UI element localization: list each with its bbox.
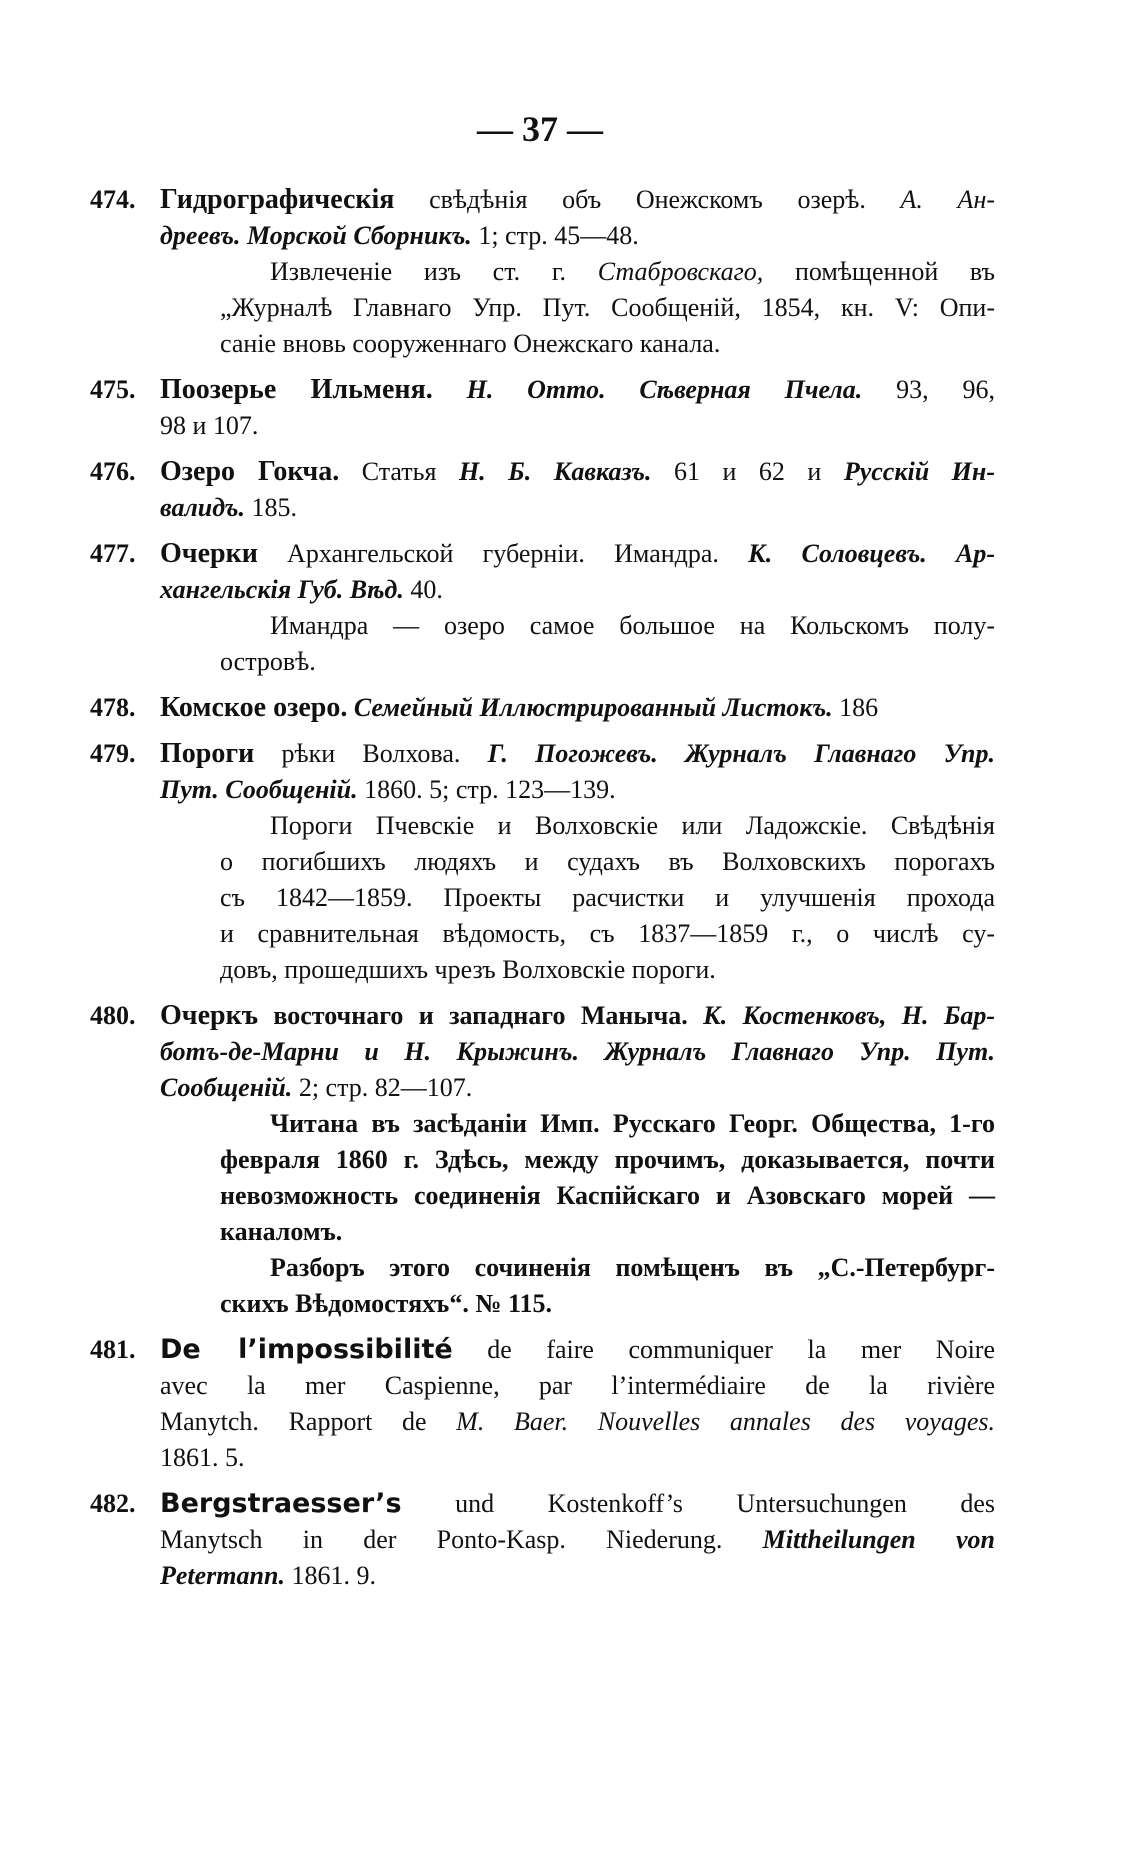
entry-note: и сравнительная вѣдомость, съ 1837—1859 г., о числѣ су- bbox=[220, 919, 995, 948]
entry-line bbox=[90, 1070, 995, 1106]
entry-text: восточнаго и западнаго Маныча. bbox=[258, 1001, 704, 1030]
entry-text: 40. bbox=[403, 575, 443, 604]
entry-source: M. Baer. Nouvelles annales des voyages. bbox=[456, 1407, 995, 1436]
entry-source: К. Костенковъ, Н. Бар- bbox=[703, 1001, 995, 1030]
entry-source: хангельскія Губ. Вѣд. bbox=[160, 575, 404, 604]
entry-note: довъ, прошедшихъ чрезъ Волховскіе пороги. bbox=[220, 955, 716, 984]
entry-480 bbox=[90, 998, 995, 1322]
entry-title: Озеро Гокча. bbox=[160, 456, 340, 487]
entry-text: de faire communiquer la mer Noire bbox=[452, 1335, 995, 1364]
entry-line bbox=[90, 1486, 995, 1522]
entry-text: Manytsch in der Ponto-Kasp. Niederung. bbox=[160, 1525, 763, 1554]
entry-source: валидъ. bbox=[160, 493, 245, 522]
entry-note bbox=[90, 254, 995, 290]
entry-source: Русскій Ин- bbox=[843, 457, 995, 486]
entry-477 bbox=[90, 536, 995, 680]
entry-line bbox=[90, 1332, 995, 1368]
entry-482 bbox=[90, 1486, 995, 1594]
entry-text: 93, 96, bbox=[862, 375, 996, 404]
entry-source: Mittheilungen von bbox=[762, 1525, 995, 1554]
entry-475 bbox=[90, 372, 995, 444]
entry-text: 61 и 62 и bbox=[651, 457, 844, 486]
entry-note: саніе вновь сооруженнаго Онежскаго канала. bbox=[220, 329, 721, 358]
entry-title: Bergstraesser’s bbox=[160, 1488, 402, 1519]
entry-line bbox=[90, 372, 995, 408]
entry-source: Пут. Сообщеній. bbox=[160, 775, 358, 804]
entry-note: каналомъ. bbox=[220, 1217, 343, 1246]
entry-line bbox=[90, 772, 995, 808]
entry-line bbox=[90, 1404, 995, 1440]
entry-474 bbox=[90, 182, 995, 362]
entry-title: Очеркъ bbox=[160, 1000, 259, 1031]
entry-title: Комское озеро. bbox=[160, 692, 348, 723]
entry-note: Имандра — озеро самое большое на Кольскомъ полу- bbox=[270, 611, 995, 640]
entry-text: Архангельской губерніи. Имандра. bbox=[257, 539, 749, 568]
entry-text: Статья bbox=[339, 457, 459, 486]
entry-line: 98 и 107. bbox=[160, 411, 259, 440]
entry-481 bbox=[90, 1332, 995, 1476]
entry-line bbox=[90, 1034, 995, 1070]
note-author: Стабровскаго, bbox=[597, 257, 764, 286]
entry-line bbox=[90, 1522, 995, 1558]
entry-number: 476. bbox=[90, 457, 136, 486]
entry-479 bbox=[90, 736, 995, 988]
page-number: — 37 — bbox=[477, 109, 603, 149]
entry-number: 481. bbox=[90, 1335, 136, 1364]
entry-note: Читана въ засѣданіи Имп. Русскаго Георг. Общества, 1-го bbox=[270, 1109, 995, 1138]
entry-author: А. Ан- bbox=[900, 185, 995, 214]
entry-number: 475. bbox=[90, 375, 136, 404]
entry-note: Пороги Пчевскіе и Волховскіе или Ладожскіе. Свѣдѣнія bbox=[270, 811, 995, 840]
entry-text: 1860. 5; стр. 123—139. bbox=[357, 775, 616, 804]
entry-source: Сообщеній. bbox=[160, 1073, 293, 1102]
entry-title: Поозерье Ильменя. bbox=[160, 374, 433, 405]
entry-line bbox=[90, 998, 995, 1034]
bibliography-list bbox=[90, 182, 995, 1604]
entry-text: Manytch. Rapport de bbox=[160, 1407, 457, 1436]
entry-478 bbox=[90, 690, 995, 726]
entry-line bbox=[90, 572, 995, 608]
entry-line bbox=[90, 182, 995, 218]
entry-title: Пороги bbox=[160, 738, 255, 769]
entry-note: февраля 1860 г. Здѣсь, между прочимъ, доказывается, почти bbox=[220, 1145, 995, 1174]
note-text: Извлеченіе изъ ст. г. bbox=[270, 257, 598, 286]
entry-number: 482. bbox=[90, 1489, 136, 1518]
entry-line bbox=[90, 736, 995, 772]
entry-number: 478. bbox=[90, 693, 136, 722]
entry-number: 474. bbox=[90, 185, 136, 214]
note-text: помѣщенной въ bbox=[763, 257, 995, 286]
entry-number: 479. bbox=[90, 739, 136, 768]
entry-source: Семейный Иллюстрированный Листокъ. bbox=[347, 693, 833, 722]
entry-source: Г. Погожевъ. Журналъ Главнаго Упр. bbox=[487, 739, 995, 768]
entry-line bbox=[90, 454, 995, 490]
entry-note: невозможность соединенія Каспійскаго и Азовскаго морей — bbox=[220, 1181, 995, 1210]
entry-note: о погибшихъ людяхъ и судахъ въ Волховскихъ порогахъ bbox=[220, 847, 995, 876]
entry-title: Очерки bbox=[160, 538, 258, 569]
entry-note: съ 1842—1859. Проекты расчистки и улучшенія прохода bbox=[220, 883, 995, 912]
entry-line bbox=[90, 1558, 995, 1594]
entry-line bbox=[90, 690, 995, 726]
entry-source: Petermann. bbox=[160, 1561, 285, 1590]
entry-note: скихъ Вѣдомостяхъ“. № 115. bbox=[220, 1289, 553, 1318]
entry-note: Разборъ этого сочиненія помѣщенъ въ „С.-Петербург- bbox=[270, 1253, 995, 1282]
entry-text: 186 bbox=[832, 693, 879, 722]
entry-476 bbox=[90, 454, 995, 526]
entry-number: 477. bbox=[90, 539, 136, 568]
entry-source: дреевъ. Морской Сборникъ. bbox=[160, 221, 472, 250]
entry-text: und Kostenkoff’s Untersuchungen des bbox=[401, 1489, 995, 1518]
entry-number: 480. bbox=[90, 1001, 136, 1030]
entry-text: 1861. 9. bbox=[284, 1561, 376, 1590]
entry-text: 1; стр. 45—48. bbox=[471, 221, 639, 250]
entry-text: 2; стр. 82—107. bbox=[292, 1073, 473, 1102]
entry-text: рѣки Волхова. bbox=[254, 739, 488, 768]
entry-source: К. Соловцевъ. Ар- bbox=[748, 539, 996, 568]
entry-line bbox=[90, 490, 995, 526]
entry-title: Гидрографическія bbox=[160, 184, 395, 215]
entry-text: 185. bbox=[245, 493, 297, 522]
entry-source: Н. Отто. Сѣверная Пчела. bbox=[432, 375, 863, 404]
entry-line bbox=[90, 536, 995, 572]
entry-source: Н. Б. Кавказъ. bbox=[458, 457, 652, 486]
entry-source: ботъ-де-Марни и Н. Крыжинъ. Журналъ Главнаго Упр. Пут. bbox=[160, 1037, 995, 1066]
entry-line bbox=[90, 218, 995, 254]
entry-note: островѣ. bbox=[220, 647, 316, 676]
entry-note: „Журналѣ Главнаго Упр. Пут. Сообщеній, 1854, кн. V: Опи- bbox=[220, 293, 995, 322]
entry-text: свѣдѣнія объ Онежскомъ озерѣ. bbox=[394, 185, 901, 214]
entry-title: De l’impossibilité bbox=[160, 1334, 453, 1365]
entry-line: 1861. 5. bbox=[160, 1443, 245, 1472]
entry-line: avec la mer Caspienne, par l’intermédiaire de la rivière bbox=[160, 1371, 995, 1400]
